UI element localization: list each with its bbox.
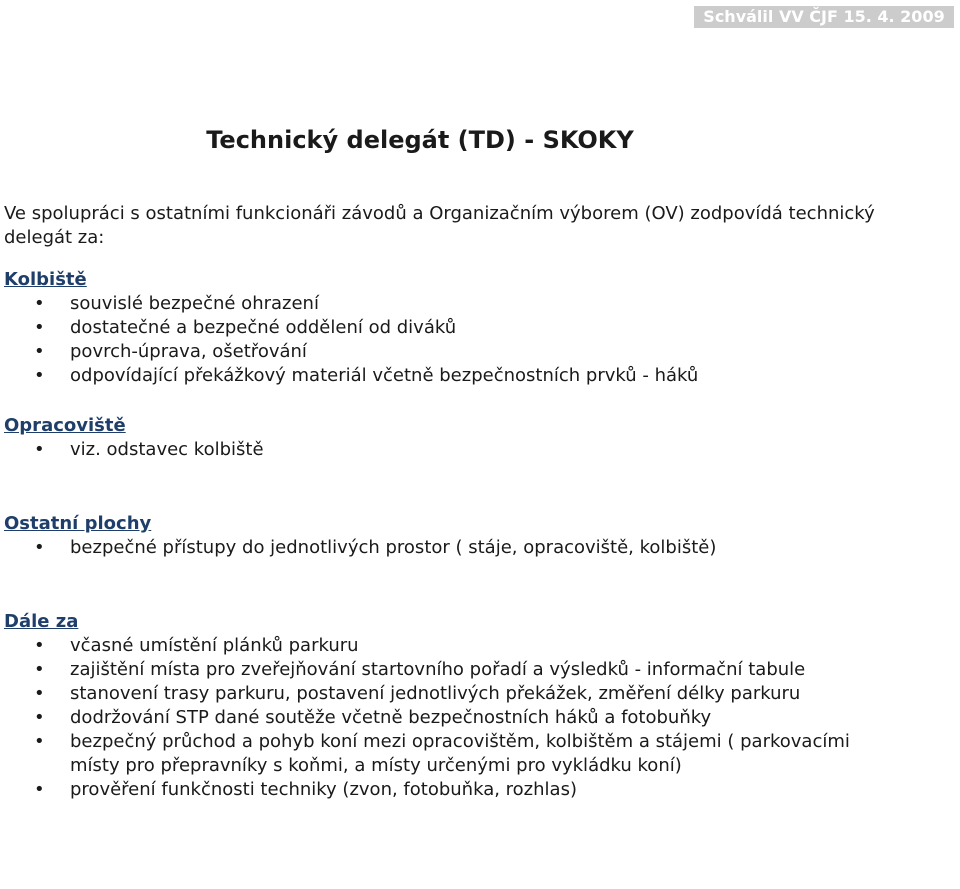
bullet-icon: • [34, 293, 45, 314]
bullet-icon: • [34, 635, 45, 656]
list-item-text: stanovení trasy parkuru, postavení jednotlivých překážek, změření délky parkuru [70, 683, 801, 704]
section-heading: Ostatní plochy [4, 513, 152, 534]
list-item-text: povrch-úprava, ošetřování [70, 341, 307, 362]
bullet-list [4, 292, 904, 388]
approval-stamp: Schválil VV ČJF 15. 4. 2009 [694, 6, 954, 28]
bullet-list [4, 634, 904, 802]
document-title: Technický delegát (TD) - SKOKY [206, 126, 634, 154]
list-item-text: dostatečné a bezpečné oddělení od diváků [70, 317, 457, 338]
list-item-text: prověření funkčnosti techniky (zvon, fotobuňka, rozhlas) [70, 779, 577, 800]
list-item [4, 292, 904, 316]
section-kolbiste [4, 268, 904, 388]
list-item-text: včasné umístění plánků parkuru [70, 635, 359, 656]
bullet-icon: • [34, 707, 45, 728]
list-item [4, 706, 904, 730]
list-item [4, 682, 904, 706]
bullet-icon: • [34, 659, 45, 680]
list-item [4, 438, 904, 462]
bullet-icon: • [34, 317, 45, 338]
list-item [4, 778, 904, 802]
list-item [4, 634, 904, 658]
bullet-list [4, 438, 904, 462]
section-dale-za [4, 610, 904, 802]
list-item [4, 658, 904, 682]
section-ostatni-plochy [4, 512, 904, 560]
list-item-text: bezpečné přístupy do jednotlivých prostor ( stáje, opracoviště, kolbiště) [70, 537, 717, 558]
list-item [4, 364, 904, 388]
bullet-icon: • [34, 779, 45, 800]
section-heading: Opracoviště [4, 415, 126, 436]
document-body [4, 202, 904, 802]
bullet-icon: • [34, 683, 45, 704]
list-item [4, 536, 904, 560]
section-opracoviste [4, 414, 904, 462]
bullet-icon: • [34, 537, 45, 558]
section-heading: Kolbiště [4, 269, 87, 290]
bullet-icon: • [34, 731, 45, 752]
list-item [4, 316, 904, 340]
intro-paragraph: Ve spolupráci s ostatními funkcionáři závodů a Organizačním výborem (OV) zodpovídá technický delegát za: [4, 203, 875, 248]
list-item [4, 730, 904, 778]
bullet-list [4, 536, 904, 560]
list-item-text: viz. odstavec kolbiště [70, 439, 264, 460]
bullet-icon: • [34, 365, 45, 386]
list-item-text: dodržování STP dané soutěže včetně bezpečnostních háků a fotobuňky [70, 707, 712, 728]
list-item-text: zajištění místa pro zveřejňování startovního pořadí a výsledků - informační tabule [70, 659, 806, 680]
list-item-text: bezpečný průchod a pohyb koní mezi opracovištěm, kolbištěm a stájemi ( parkovacími místy pro přepravníky s koňmi, a místy určenými pro vykládku koní) [70, 731, 850, 776]
section-heading: Dále za [4, 611, 79, 632]
bullet-icon: • [34, 341, 45, 362]
list-item [4, 340, 904, 364]
bullet-icon: • [34, 439, 45, 460]
list-item-text: souvislé bezpečné ohrazení [70, 293, 319, 314]
list-item-text: odpovídající překážkový materiál včetně bezpečnostních prvků - háků [70, 365, 699, 386]
